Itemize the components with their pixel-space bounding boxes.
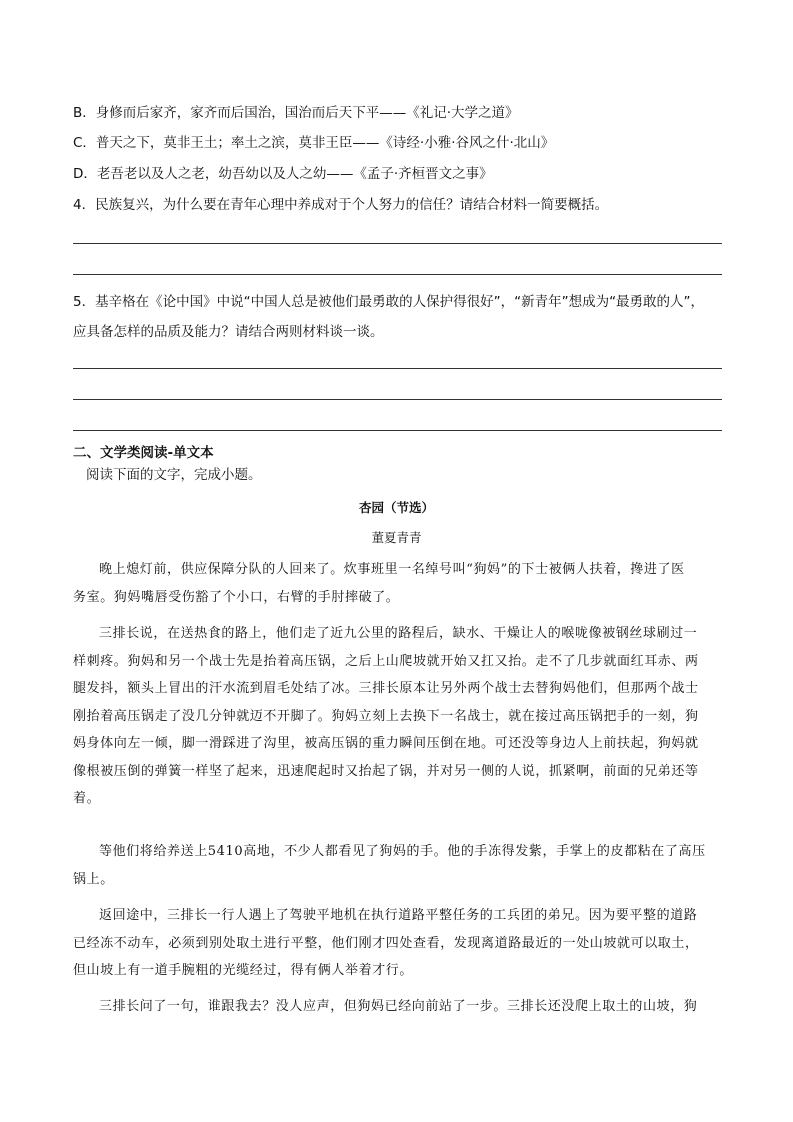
answer-line[interactable]	[73, 243, 722, 244]
text-line: 三排长问了一句，谁跟我去？没人应声，但狗妈已经向前站了一步。三排长还没爬上取土的山坡，狗	[99, 999, 698, 1014]
text-line: 腿发抖，额头上冒出的汗水流到眉毛处结了冰。三排长原本让另外两个战士去替狗妈他们，但那两个战士	[73, 681, 699, 696]
paragraph-3	[73, 838, 722, 893]
text-line: 样刺疼。狗妈和另一个战士先是抬着高压锅，之后上山爬坡就开始又扛又抬。走不了几步就面红耳赤、两	[73, 653, 699, 669]
text-line: 晚上熄灯前，供应保障分队的人回来了。炊事班里一名绰号叫“狗妈”的下士被俩人扶着，搀进了医	[99, 562, 685, 577]
text-line: 务室。狗妈嘴唇受伤豁了个小口，右臂的手肘摔破了。	[73, 589, 400, 605]
section-instruction: 阅读下面的文字，完成小题。	[86, 467, 262, 483]
paragraph-4	[73, 902, 722, 985]
answer-line[interactable]	[73, 368, 722, 369]
option-c: C．普天之下，莫非王土；率土之滨，莫非王臣——《诗经·小雅·谷风之什·北山》	[73, 135, 555, 151]
question-5-line-1: 5．基辛格在《论中国》中说“中国人总是被他们最勇敢的人保护得很好”，“新青年”想成为“最勇敢的人”，	[73, 294, 705, 310]
option-d: D．老吾老以及人之老，幼吾幼以及人之幼——《孟子·齐桓晋文之事》	[73, 166, 493, 182]
text-line: 妈身体向左一倾，脚一滑踩进了沟里，被高压锅的重力瞬间压倒在地。可还没等身边人上前扶起，狗妈就	[73, 736, 699, 751]
text-line: 像根被压倒的弹簧一样坚了起来，迅速爬起时又抬起了锅，并对另一侧的人说，抓紧啊，前面的兄弟还等	[73, 763, 699, 779]
text-line: 刚抬着高压锅走了没几分钟就迈不开脚了。狗妈立刻上去换下一名战士，就在接过高压锅把手的一刻，狗	[73, 708, 699, 724]
paragraph-2	[73, 620, 722, 813]
question-5-line-2: 应具备怎样的品质及能力？请结合两则材料谈一谈。	[73, 324, 384, 340]
text-line: 着。	[73, 791, 101, 806]
answer-line[interactable]	[73, 399, 722, 400]
question-4: 4．民族复兴，为什么要在青年心理中养成对于个人努力的信任？请结合材料一简要概括。	[73, 197, 609, 213]
answer-line[interactable]	[73, 430, 722, 431]
text-line: 等他们将给养送上5410高地，不少人都看见了狗妈的手。他的手冻得发紫，手掌上的皮都粘在了高压	[99, 844, 706, 859]
text-line: 但山坡上有一道手腕粗的光缆经过，得有俩人举着才行。	[73, 963, 414, 978]
text-line: 锅上。	[73, 871, 114, 887]
article-title: 杏园（节选）	[358, 500, 434, 515]
section-heading: 二、文学类阅读-单文本	[73, 445, 214, 461]
paragraph-5	[73, 993, 722, 1021]
option-b: B．身修而后家齐，家齐而后国治，国治而后天下平——《礼记·大学之道》	[73, 105, 519, 121]
answer-line[interactable]	[73, 274, 722, 275]
text-line: 返回途中，三排长一行人遇上了驾驶平地机在执行道路平整任务的工兵团的弟兄。因为要平整的道路	[99, 908, 698, 923]
paragraph-1	[73, 556, 722, 611]
article-author: 董夏青青	[371, 530, 422, 545]
text-line: 三排长说，在送热食的路上，他们走了近九公里的路程后，缺水、干燥让人的喉咙像被钢丝球刷过一	[99, 626, 698, 641]
text-line: 已经冻不动车，必须到别处取土进行平整，他们刚才四处查看，发现离道路最近的一处山坡就可以取土，	[73, 935, 699, 951]
